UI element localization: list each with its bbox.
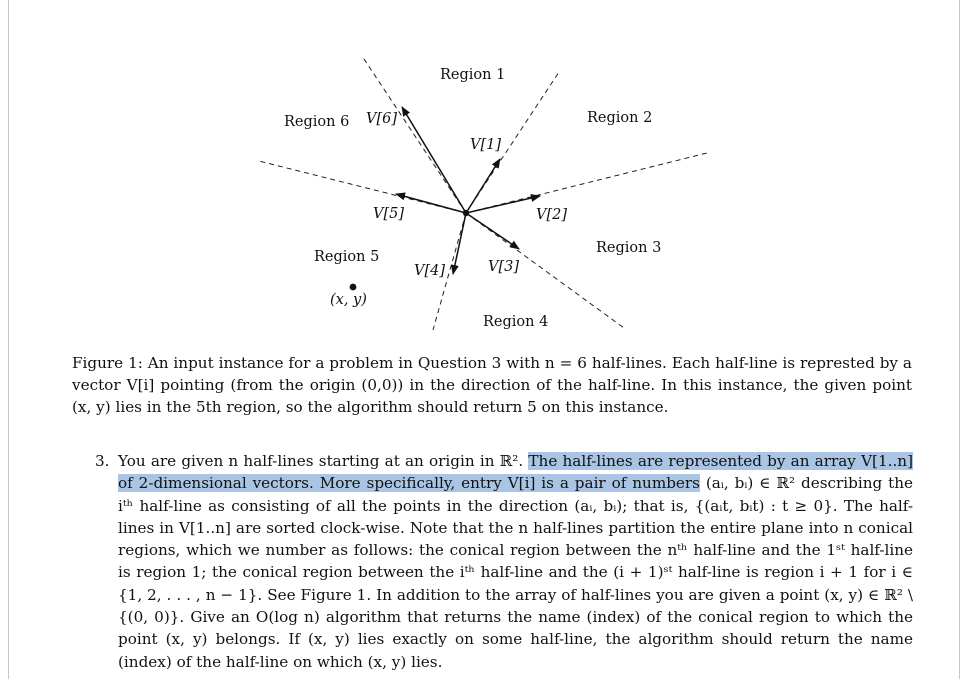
vector-arrow-2 (466, 196, 540, 213)
region-label-5: Region 5 (314, 249, 380, 265)
region-label-2: Region 2 (587, 110, 653, 126)
vector-arrow-3 (466, 213, 519, 249)
region-label-1: Region 1 (440, 67, 506, 83)
point-label: (x, y) (330, 292, 367, 308)
half-lines-figure (9, 0, 959, 345)
question-body (118, 450, 913, 673)
query-point (350, 284, 357, 291)
region-label-4: Region 4 (483, 314, 549, 330)
document-page (8, 0, 960, 679)
caption-text: An input instance for a problem in Question 3 with n = 6 half-lines. Each half-line is represted by a vector V[i] pointing (from the origin (0,0)) in the direction of the half-line. In this instance, the given point (x, y) lies in the 5th region, so the algorithm should return 5 on this instance. (72, 354, 912, 416)
highlighted-text[interactable]: The half-lines are represented by an array V[1..n] of 2-dimensional vectors. More specifically, entry V[i] is a pair of numbers (118, 452, 913, 493)
region-label-6: Region 6 (284, 114, 350, 130)
vector-arrow-4 (453, 213, 466, 274)
question-number: 3. (95, 452, 110, 470)
vector-arrow-1 (466, 159, 500, 213)
vector-label-3: V[3] (488, 259, 520, 275)
origin-point (463, 210, 469, 216)
question-rest: (aᵢ, bᵢ) ∈ ℝ² describing the iᵗʰ half-line as consisting of all the points in the direction (aᵢ, bᵢ); that is, {(aᵢt, bᵢt) : t ≥ 0}. The half-lines in V[1..n] are sorted clock-wise. Note that the n half-lines partition the entire plane into n conical regions, which we number as follows: the conical region between the nᵗʰ half-line and the 1ˢᵗ half-line is region 1; the conical region between the iᵗʰ half-line and the (i + 1)ˢᵗ half-line is region i + 1 for i ∈ {1, 2, . . . , n − 1}. See Figure 1. In addition to the array of half-lines you are given a point (x, y) ∈ ℝ² \ {(0, 0)}. Give an O(log n) algorithm that returns the name (index) of the conical region to which the point (x, y) belongs. If (x, y) lies exactly on some half-line, the algorithm should return the name (index) of the half-line on which (x, y) lies. (118, 474, 913, 671)
vector-label-2: V[2] (536, 207, 568, 223)
caption-label: Figure 1: (72, 354, 143, 372)
vector-label-1: V[1] (470, 137, 502, 153)
vector-label-5: V[5] (373, 206, 405, 222)
vector-label-4: V[4] (414, 263, 446, 279)
figure-caption (72, 352, 912, 418)
vector-arrow-6 (402, 107, 466, 213)
vector-label-6: V[6] (366, 111, 398, 127)
region-label-3: Region 3 (596, 240, 662, 256)
question-intro: You are given n half-lines starting at an origin in ℝ². (118, 452, 529, 470)
